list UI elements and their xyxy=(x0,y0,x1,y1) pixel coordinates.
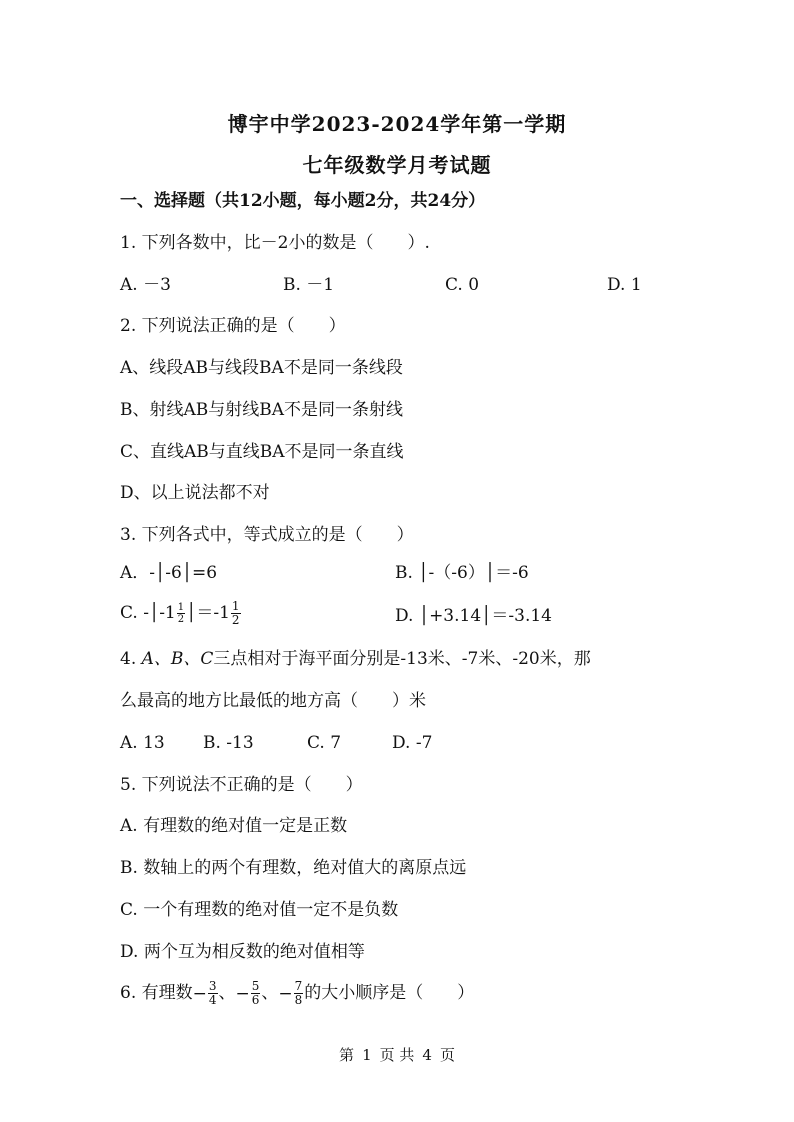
question-6-stem: 6. 有理数− $\frac{3}{4}$ 、− $\frac{5}{6}$ 、− $\frac{7}{8}$ 的大小顺序是（ ） xyxy=(120,979,475,1007)
question-4-points: A、B、C xyxy=(141,649,214,669)
question-1-option-a: A. －3 xyxy=(120,275,171,295)
fraction-three-quarters: $\frac{3}{4}$ xyxy=(208,979,217,1007)
question-4-option-a: A. 13 xyxy=(120,733,165,753)
question-2-stem: 2. 下列说法正确的是（ ） xyxy=(120,316,346,336)
page-footer: 第 1 页 共 4 页 xyxy=(339,1046,455,1064)
question-5-option-a: A. 有理数的绝对值一定是正数 xyxy=(120,816,348,836)
school-title: 博宇中学2023-2024学年第一学期 xyxy=(227,112,567,136)
question-4-option-b: B. -13 xyxy=(203,733,254,753)
question-1-option-d: D. 1 xyxy=(607,275,642,295)
question-3-option-d: D. │+3.14│＝-3.14 xyxy=(395,606,552,626)
question-3-stem: 3. 下列各式中，等式成立的是（ ） xyxy=(120,525,414,545)
question-1-stem: 1. 下列各数中，比－2小的数是（ ）. xyxy=(120,233,430,253)
question-4-option-d: D. -7 xyxy=(392,733,433,753)
fraction-five-sixths: $\frac{5}{6}$ xyxy=(251,979,260,1007)
question-3-option-a: A．-│-6│=6 xyxy=(120,563,218,583)
question-5-option-c: C. 一个有理数的绝对值一定不是负数 xyxy=(120,900,399,920)
exam-title: 七年级数学月考试题 xyxy=(302,153,492,177)
question-2-option-b: B、射线AB与射线BA不是同一条射线 xyxy=(120,400,404,420)
question-5-stem: 5. 下列说法不正确的是（ ） xyxy=(120,775,363,795)
question-4-stem-line1: 4. A、B、C三点相对于海平面分别是-13米、-7米、-20米，那 xyxy=(120,649,591,669)
question-5-option-d: D. 两个互为相反数的绝对值相等 xyxy=(120,942,365,962)
question-3-option-c-mid: │＝-1 xyxy=(186,603,230,623)
question-2-option-a: A、线段AB与线段BA不是同一条线段 xyxy=(120,358,403,378)
question-1-option-b: B. －1 xyxy=(283,275,335,295)
page-total: 4 xyxy=(422,1046,432,1064)
question-1-option-c: C. 0 xyxy=(445,275,480,295)
fraction-seven-eighths: $\frac{7}{8}$ xyxy=(294,979,303,1007)
question-4-option-c: C. 7 xyxy=(307,733,342,753)
fraction-half-small: $\frac{1}{2}$ xyxy=(177,602,185,625)
question-4-stem-line2: 么最高的地方比最低的地方高（ ）米 xyxy=(120,691,426,711)
fraction-half: $\frac{1}{2}$ xyxy=(231,599,240,627)
question-3-option-c-pre: C. -│-1 xyxy=(120,603,176,623)
question-2-option-c: C、直线AB与直线BA不是同一条直线 xyxy=(120,442,404,462)
question-3-option-c xyxy=(120,600,242,627)
question-2-option-d: D、以上说法都不对 xyxy=(120,483,270,503)
question-5-option-b: B. 数轴上的两个有理数，绝对值大的离原点远 xyxy=(120,858,467,878)
page-number: 1 xyxy=(362,1046,372,1064)
question-3-option-b: B. │-（-6）│＝-6 xyxy=(395,563,529,583)
section-heading: 一、选择题（共12小题，每小题2分，共24分） xyxy=(120,191,486,211)
